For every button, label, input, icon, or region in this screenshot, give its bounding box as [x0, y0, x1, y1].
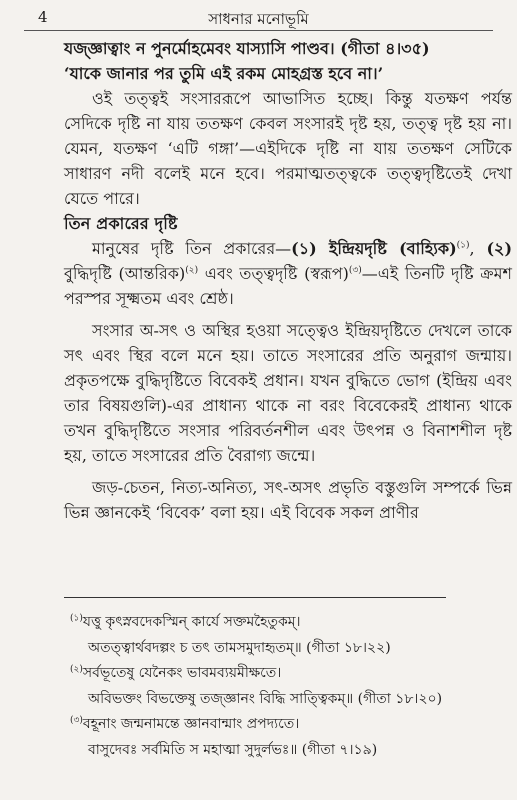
section-heading: তিন প্রকারের দৃষ্টি [64, 214, 178, 233]
footnote-2 [70, 661, 506, 687]
page-header [24, 6, 493, 31]
paragraph-2-text: এবং তত্ত্বদৃষ্টি (স্বরূপ) [198, 264, 349, 283]
body-text [64, 36, 512, 525]
running-head: সাধনার মনোভূমি [208, 10, 309, 28]
footnote-1 [70, 610, 506, 636]
footnote-ref-3: (৩) [348, 265, 362, 276]
footnote-marker-3: (৩) [70, 715, 83, 726]
footnote-marker-2: (২) [70, 664, 83, 675]
paragraph-2 [64, 236, 512, 311]
footnote-3-line-1: বহূনাং জন্মনামন্তে জ্ঞানবান্মাং প্রপদ্যতে। [82, 716, 300, 732]
footnote-ref-1: (১) [456, 240, 470, 251]
paragraph-2-text: মানুষের দৃষ্টি তিন প্রকারের— [92, 239, 292, 258]
paragraph-4: জড়-চেতন, নিত্য-অনিত্য, সৎ-অসৎ প্রভৃতি বস্তুগুলি সম্পর্কে ভিন্ন ভিন্ন জ্ঞানকেই ‘বিবেক’ বলা হয়। এই বিবেক সকল প্রাণীর [64, 478, 512, 522]
footnote-2-line-2: অবিভক্তং বিভক্তেষু তজ্জ্ঞানং বিদ্ধি সাত্ত্বিকম্॥ (গীতা ১৮।২০) [88, 690, 443, 707]
footnote-1-line-2: অতত্ত্বার্থবদল্পং চ তৎ তামসমুদাহৃতম্॥ (গীতা ১৮।২২) [88, 639, 391, 656]
footnote-divider [64, 597, 446, 598]
verse-line: যজ্জ্ঞাত্বাং ন পুনর্মোহমেবং যাস্যাসি পাণ্ডব। (গীতা ৪।৩৫) [64, 39, 430, 58]
paragraph-2-text: , [469, 239, 487, 258]
footnote-3-line-2: বাসুদেবঃ সর্বমিতি স মহাত্মা সুদুর্লভঃ॥ (গীতা ৭।১৯) [88, 741, 378, 758]
second-item-number: (২) [486, 239, 513, 258]
footnote-2-line-1: সর্বভূতেষু যেনৈকং ভাবমব্যয়মীক্ষতে। [82, 665, 282, 681]
paragraph-3: সংসার অ-সৎ ও অস্থির হওয়া সত্ত্বেও ইন্দ্রিয়দৃষ্টিতে দেখলে তাকে সৎ এবং স্থির বলে মনে হয়। তাতে সংসারের প্রতি অনুরাগ জন্মায়। প্রকৃতপক্ষে বুদ্ধিদৃষ্টিতে বিবেকই প্রধান। যখন বুদ্ধিতে ভোগ (ইন্দ্রিয় এবং তার বিষয়গুলি)-এর প্রাধান্য থাকে না বরং বিবেকেরই প্রাধান্য থাকে তখন বুদ্ধিদৃষ্টিতে সংসার পরিবর্তনশীল এবং উৎপন্ন ও বিনাশশীল দৃষ্ট হয়, তাতে সংসারের প্রতি বৈরাগ্য জন্মে। [64, 321, 512, 465]
footnote-marker-1: (১) [70, 613, 83, 624]
footnotes [70, 610, 506, 763]
paragraph-2-text: —এই তিনটি দৃষ্টি ক্রমশ পরস্পর সূক্ষ্মতম এবং শ্রেষ্ঠ। [64, 264, 512, 308]
paragraph-2-text: বুদ্ধিদৃষ্টি (আন্তরিক) [64, 264, 186, 283]
footnote-3 [70, 712, 506, 738]
footnote-ref-2: (২) [185, 265, 199, 276]
sense-sight-term: (১) ইন্দ্রিয়দৃষ্টি (বাহ্যিক) [291, 239, 457, 258]
verse-translation: ‘যাকে জানার পর তুমি এই রকম মোহগ্রস্ত হবে না।’ [64, 64, 384, 83]
footnote-1-line-1: যত্তু কৃৎস্নবদেকস্মিন্ কার্যে সক্তমহৈতুকম্। [82, 614, 301, 630]
page-number: 4 [38, 8, 48, 26]
paragraph-1: ওই তত্ত্বই সংসাররূপে আভাসিত হচ্ছে। কিন্তু যতক্ষণ পর্যন্ত সেদিকে দৃষ্টি না যায় ততক্ষণ কেবল সংসারই দৃষ্ট হয়, তত্ত্ব দৃষ্ট হয় না। যেমন, যতক্ষণ ‘এটি গঙ্গা’—এইদিকে দৃষ্টি না যায় ততক্ষণ সেটিকে সাধারণ নদী বলেই মনে হবে। পরমাত্মতত্ত্বকে তত্ত্বদৃষ্টিতেই দেখা যেতে পারে। [64, 89, 512, 208]
